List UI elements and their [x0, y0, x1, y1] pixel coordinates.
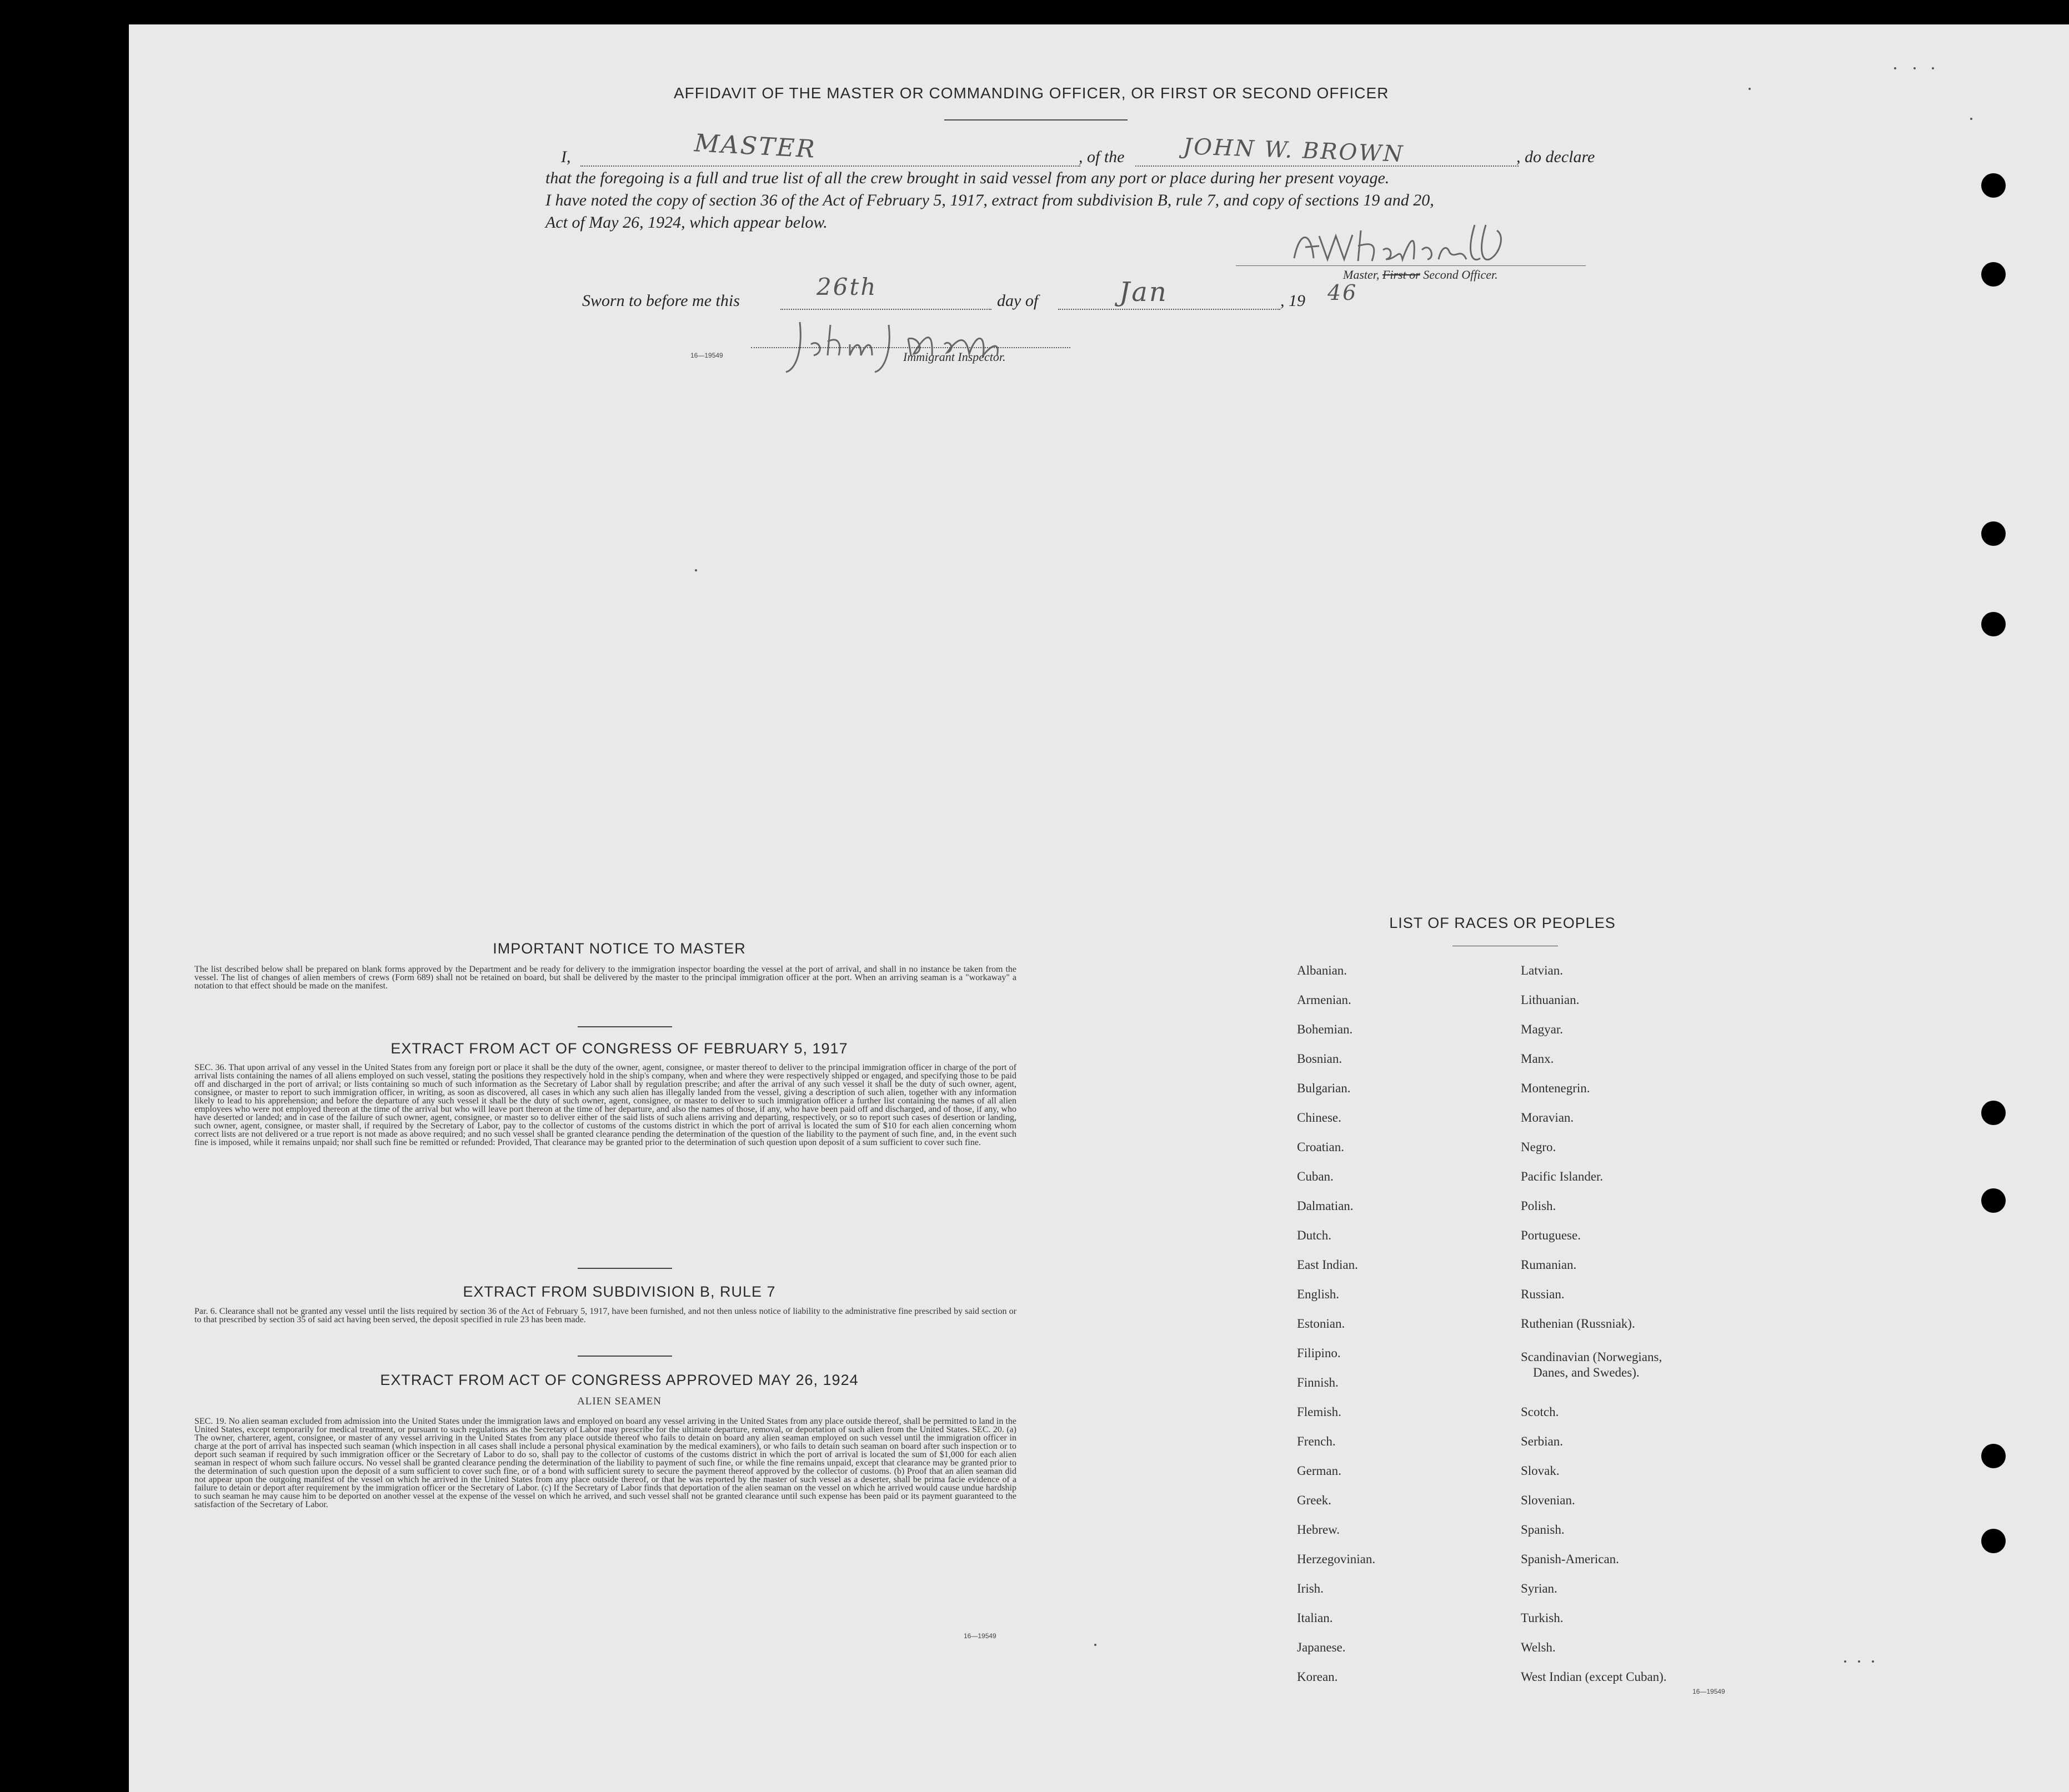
- signature-caption-prefix: Master,: [1343, 268, 1380, 282]
- punch-hole-1: [1981, 173, 2006, 198]
- scan-speck: [1749, 88, 1751, 90]
- race-item: Italian.: [1297, 1611, 1333, 1625]
- race-item: Hebrew.: [1297, 1523, 1340, 1537]
- punch-hole-8: [1981, 1529, 2006, 1553]
- race-item: Russian.: [1521, 1287, 1565, 1301]
- race-item: Korean.: [1297, 1670, 1338, 1684]
- punch-hole-3: [1981, 521, 2006, 546]
- race-item: Latvian.: [1521, 963, 1563, 977]
- race-item: German.: [1297, 1464, 1341, 1478]
- sworn-prefix: Sworn to before me this: [582, 292, 740, 310]
- race-item: English.: [1297, 1287, 1340, 1301]
- inspector-form-number: 16—19549: [690, 352, 723, 359]
- race-item: Chinese.: [1297, 1111, 1341, 1125]
- scan-speck: [1913, 67, 1916, 69]
- race-item: Rumanian.: [1521, 1258, 1577, 1272]
- race-item: Lithuanian.: [1521, 993, 1580, 1007]
- punch-hole-4: [1981, 612, 2006, 636]
- scan-speck: [1970, 118, 1972, 120]
- punch-hole-2: [1981, 262, 2006, 287]
- race-item: Montenegrin.: [1521, 1081, 1590, 1095]
- extract-1917-text: SEC. 36. That upon arrival of any vessel in the United States from any foreign port or place it shall be the duty of the owner, agent, consignee, or master thereof to deliver to the principal immigration officer in charge of the port of arrival lists containing the names of all aliens employed on such vessel, stating the positions they respectively hold in the ship's company, when and where they were respectively shipped or engaged, and specifying those to be paid off and discharged in the port of arrival; or lists containing so much of such information as the Secretary of Labor shall by regulation prescribe; and after the arrival of any such vessel it shall be the duty of such owner, agent, consignee, or master to report to such immigration officer, in writing, as soon as discovered, all cases in which any such alien has illegally landed from the vessel, giving a description of such alien, together with any information likely to lead to his apprehension; and before the departure of any such vessel it shall be the duty of such owner, agent, consignee, or master to deliver to such immigration officer a further list containing the names of all alien employees who were not employed thereon at the time of the arrival but who will leave port thereon at the time of her departure, and also the names of those, if any, who have been paid off and discharged, and of those, if any, who have deserted or landed; and in case of the failure of such owner, agent, consignee, or master so to deliver either of the said lists of such aliens arriving and departing, respectively, or so to report such cases of desertion or landing, such owner, agent, consignee, or master shall, if required by the Secretary of Labor, pay to the collector of customs of the customs district in which the port of arrival is located the sum of $10 for each alien concerning whom correct lists are not delivered or a true report is not made as above required; and no such vessel shall be granted clearance pending the determination of the question of the liability to the payment of such fine, and, in the event such fine is imposed, while it remains unpaid; nor shall such fine be remitted or refunded: Provided, That clearance may be granted prior to the determination of such question upon deposit of a sum sufficient to cover such fine.: [194, 1063, 1016, 1147]
- day-of-label: day of: [997, 292, 1039, 310]
- notice-title: IMPORTANT NOTICE TO MASTER: [493, 940, 746, 957]
- race-item: Dalmatian.: [1297, 1199, 1354, 1213]
- affidavit-title: AFFIDAVIT OF THE MASTER OR COMMANDING OFFICER, OR FIRST OR SECOND OFFICER: [674, 84, 1389, 102]
- race-item: East Indian.: [1297, 1258, 1358, 1272]
- race-item: Armenian.: [1297, 993, 1351, 1007]
- notice-divider: [578, 1026, 672, 1027]
- scan-speck: [1894, 67, 1896, 69]
- race-item: Flemish.: [1297, 1405, 1341, 1419]
- race-item: Welsh.: [1521, 1640, 1556, 1654]
- year-handwritten: 46: [1327, 280, 1358, 305]
- race-item: Polish.: [1521, 1199, 1556, 1213]
- master-signature: [1289, 219, 1566, 275]
- race-item: Syrian.: [1521, 1582, 1557, 1595]
- race-item: Negro.: [1521, 1140, 1556, 1154]
- race-item: French.: [1297, 1434, 1336, 1448]
- affidavit-i-label: I,: [561, 148, 571, 166]
- scan-speck: [1844, 1660, 1846, 1663]
- of-the-label: , of the: [1079, 148, 1125, 166]
- race-item: Danes, and Swedes).: [1533, 1366, 1640, 1379]
- race-item: Ruthenian (Russniak).: [1521, 1317, 1635, 1331]
- race-item: Slovenian.: [1521, 1493, 1575, 1507]
- race-item: Portuguese.: [1521, 1228, 1581, 1242]
- vessel-handwritten: JOHN W. BROWN: [1183, 134, 1405, 167]
- race-item: Greek.: [1297, 1493, 1331, 1507]
- scan-speck: [1858, 1660, 1860, 1663]
- punch-hole-7: [1981, 1444, 2006, 1468]
- races-form-number: 16—19549: [1692, 1688, 1725, 1695]
- scan-speck: [695, 569, 697, 571]
- race-item: Albanian.: [1297, 963, 1347, 977]
- inspector-caption: Immigrant Inspector.: [903, 350, 1006, 364]
- sworn-day-fill: [780, 308, 991, 310]
- race-item: Dutch.: [1297, 1228, 1331, 1242]
- race-item: Cuban.: [1297, 1169, 1334, 1183]
- affidavit-line-3: I have noted the copy of section 36 of the Act of February 5, 1917, extract from subdivision B, rule 7, and copy of sections 19 and 20,: [545, 191, 1434, 209]
- race-item: Finnish.: [1297, 1376, 1339, 1389]
- race-item: Magyar.: [1521, 1022, 1564, 1036]
- extract-rule7-divider: [578, 1356, 672, 1357]
- document-page: [129, 24, 2069, 1792]
- scan-speck: [1872, 1660, 1874, 1663]
- race-item: Bosnian.: [1297, 1052, 1342, 1066]
- race-item: Filipino.: [1297, 1346, 1341, 1360]
- signature-caption-suffix: Second Officer.: [1423, 268, 1498, 282]
- extract-1924-text: SEC. 19. No alien seaman excluded from admission into the United States under the immigration laws and employed on board any vessel arriving in the United States from any place outside thereof, shall be permitted to land in the United States, except temporarily for medical treatment, or pursuant to such regulations as the Secretary of Labor may prescribe for the ultimate departure, removal, or deportation of such alien from the United States. SEC. 20. (a) The owner, charterer, agent, consignee, or master of any vessel arriving in the United States from any place outside thereof who fails to detain on board any alien seaman employed on such vessel until the immigration officer in charge at the port of arrival has inspected such seaman (which inspection in all cases shall include a personal physical examination by the medical examiners), or who fails to detain such seaman on board after such inspection or to deport such seaman if required by such immigration officer or the Secretary of Labor to do so, shall pay to the collector of customs of the customs district in which the port of arrival is located the sum of $1,000 for each alien seaman in respect of whom such failure occurs. No vessel shall be granted clearance pending the determination of the liability to payment of such fine, or while the fine remains unpaid, except that clearance may be granted prior to the determination of such question upon the deposit of a sum sufficient to cover such fine, or of a bond with sufficient surety to secure the payment thereof approved by the collector of customs. (b) Proof that an alien seaman did not appear upon the outgoing manifest of the vessel on which he arrived in the United States from any place outside thereof, or that he was reported by the master of such vessel as a deserter, shall be prima facie evidence of a failure to detain or deport after requirement by the immigration officer or the Secretary of Labor. (c) If the Secretary of Labor finds that deportation of the alien seaman on the vessel on which he arrived would cause undue hardship to such seaman he may cause him to be deported on another vessel at the expense of the vessel on which he arrived, and such vessel shall not be granted clearance until such expense has been paid or its payment guaranteed to the satisfaction of the Secretary of Labor.: [194, 1417, 1016, 1509]
- extract-1924-form-number: 16—19549: [964, 1632, 996, 1640]
- affidavit-line-2: that the foregoing is a full and true list of all the crew brought in said vessel from any port or place during her present voyage.: [545, 169, 1390, 187]
- race-item: Estonian.: [1297, 1317, 1345, 1331]
- race-item: West Indian (except Cuban).: [1521, 1670, 1667, 1684]
- race-item: Spanish-American.: [1521, 1552, 1619, 1566]
- do-declare-label: , do declare: [1516, 148, 1595, 166]
- inspector-line: [751, 346, 1070, 348]
- vessel-fill-line: [1135, 164, 1519, 167]
- race-item: Scandinavian (Norwegians,: [1521, 1350, 1662, 1364]
- races-title: LIST OF RACES OR PEOPLES: [1389, 915, 1616, 931]
- officer-handwritten: MASTER: [693, 129, 817, 164]
- sworn-month-fill: [1058, 308, 1280, 310]
- race-item: Turkish.: [1521, 1611, 1564, 1625]
- extract-1917-divider: [578, 1268, 672, 1269]
- notice-text: The list described below shall be prepared on blank forms approved by the Department and be ready for delivery to the immigration inspector boarding the vessel at the port of arrival, and shall in no instance be taken from the vessel. The list of changes of alien members of crews (Form 689) shall not be retained on board, but shall be delivered by the master to the principal immigration officer at the port. When an arriving seaman is a "workaway" a notation to that effect should be made on the manifest.: [194, 965, 1016, 991]
- race-item: Manx.: [1521, 1052, 1554, 1066]
- signature-line: [1236, 265, 1586, 266]
- race-item: Bulgarian.: [1297, 1081, 1351, 1095]
- sworn-month-handwritten: Jan: [1119, 277, 1168, 308]
- signature-caption: [1343, 268, 1498, 282]
- race-item: Croatian.: [1297, 1140, 1344, 1154]
- race-item: Slovak.: [1521, 1464, 1560, 1478]
- race-item: Japanese.: [1297, 1640, 1346, 1654]
- scan-speck: [1932, 67, 1934, 69]
- signature-caption-struck: First or: [1382, 268, 1420, 282]
- year-prefix: , 19: [1280, 292, 1305, 310]
- race-item: Moravian.: [1521, 1111, 1574, 1125]
- officer-fill-line: [580, 164, 1080, 167]
- race-item: Bohemian.: [1297, 1022, 1353, 1036]
- scan-speck: [1094, 1644, 1096, 1646]
- extract-1924-subtitle: ALIEN SEAMEN: [577, 1396, 662, 1407]
- punch-hole-5: [1981, 1101, 2006, 1125]
- affidavit-line-4: Act of May 26, 1924, which appear below.: [545, 213, 828, 232]
- race-item: Spanish.: [1521, 1523, 1565, 1537]
- extract-rule7-text: Par. 6. Clearance shall not be granted any vessel until the lists required by section 36 of the Act of February 5, 1917, have been furnished, and not then unless notice of liability to the administrative fine prescribed by said section or to that prescribed by section 35 of said act having been served, the deposit specified in rule 23 has been made.: [194, 1307, 1016, 1324]
- race-item: Pacific Islander.: [1521, 1169, 1604, 1183]
- sworn-day-handwritten: 26th: [816, 273, 878, 300]
- extract-rule7-title: EXTRACT FROM SUBDIVISION B, RULE 7: [463, 1283, 776, 1300]
- race-item: Serbian.: [1521, 1434, 1564, 1448]
- extract-1924-title: EXTRACT FROM ACT OF CONGRESS APPROVED MAY 26, 1924: [380, 1372, 859, 1388]
- punch-hole-6: [1981, 1188, 2006, 1213]
- race-item: Scotch.: [1521, 1405, 1559, 1419]
- title-underline: [944, 119, 1128, 121]
- race-item: Herzegovinian.: [1297, 1552, 1376, 1566]
- race-item: Irish.: [1297, 1582, 1324, 1595]
- extract-1917-title: EXTRACT FROM ACT OF CONGRESS OF FEBRUARY 5, 1917: [390, 1040, 848, 1057]
